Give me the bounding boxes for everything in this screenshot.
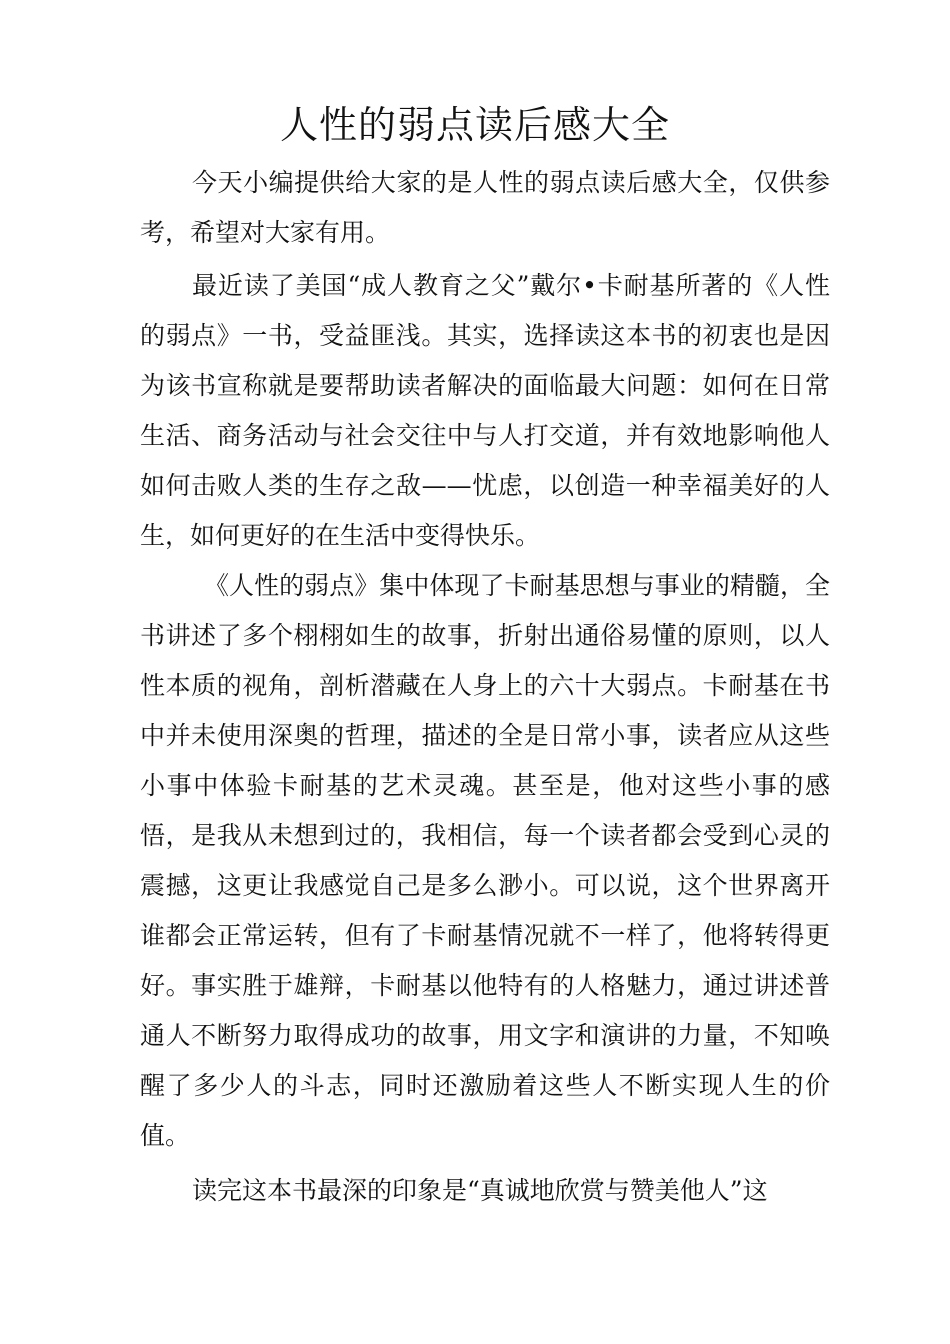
document-title: 人性的弱点读后感大全 <box>279 103 670 147</box>
paragraph-4: 读完这本书最深的印象是“真诚地欣赏与赞美他人”这 <box>192 1176 768 1205</box>
paragraph-3: 《人性的弱点》集中体现了卡耐基思想与事业的精髓，全书讲述了多个栩栩如生的故事，折射出通俗易懂的原则，以人性本质的视角，剖析潜藏在人身上的六十大弱点。卡耐基在书中并未使用深奥的哲理，描述的全是日常小事，读者应从这些小事中体验卡耐基的艺术灵魂。甚至是，他对这些小事的感悟，是我从未想到过的，我相信，每一个读者都会受到心灵的震撼，这更让我感觉自己是多么渺小。可以说，这个世界离开谁都会正常运转，但有了卡耐基情况就不一样了，他将转得更好。事实胜于雄辩，卡耐基以他特有的人格魅力，通过讲述普通人不断努力取得成功的故事，用文字和演讲的力量，不知唤醒了多少人的斗志，同时还激励着这些人不断实现人生的价值。 <box>140 571 830 1150</box>
document-body <box>140 158 830 1216</box>
paragraph-intro: 今天小编提供给大家的是人性的弱点读后感大全，仅供参考，希望对大家有用。 <box>140 168 830 247</box>
paragraph-2: 最近读了美国“成人教育之父”戴尔•卡耐基所著的《人性的弱点》一书，受益匪浅。其实，选择读这本书的初衷也是因为该书宣称就是要帮助读者解决的面临最大问题：如何在日常生活、商务活动与社会交往中与人打交道，并有效地影响他人如何击败人类的生存之敌——忧虑，以创造一种幸福美好的人生，如何更好的在生活中变得快乐。 <box>140 271 830 550</box>
